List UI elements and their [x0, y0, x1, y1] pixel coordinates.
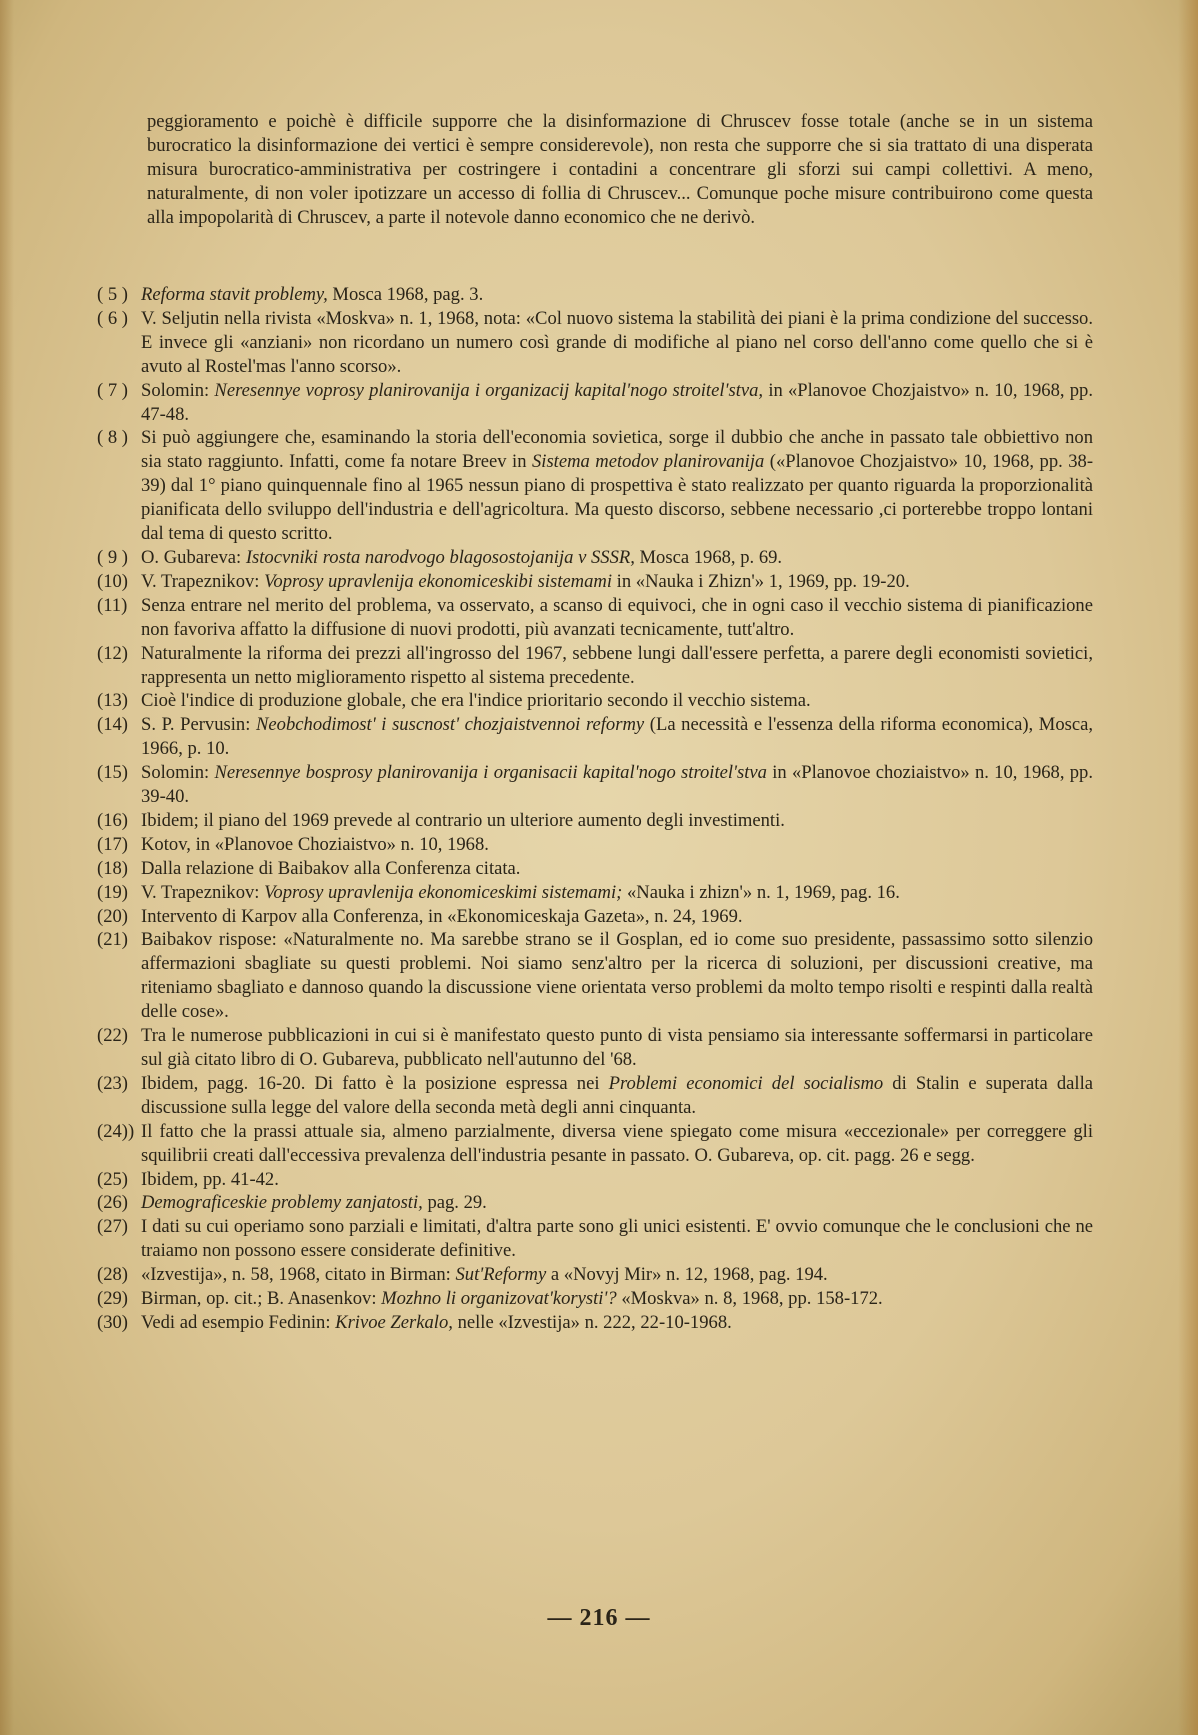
- footnote-text-segment: in «Nauka i Zhizn'» 1, 1969, pp. 19-20.: [612, 570, 910, 592]
- intro-paragraph: [147, 110, 1093, 230]
- footnote-text-segment: Ibidem, pp. 41-42.: [141, 1168, 279, 1190]
- footnote-text-segment: in «Planovoe choziaistvo» n. 10, 1968, pp. 39-40.: [141, 762, 1093, 808]
- footnote: [97, 857, 1093, 881]
- footnote-text: [141, 379, 1093, 427]
- footnote-number: (18): [97, 857, 128, 879]
- footnote-text-segment: Solomin:: [141, 379, 215, 401]
- footnote-text: [141, 570, 1093, 594]
- footnote-text-segment: Intervento di Karpov alla Conferenza, in «Ekonomiceskaja Gazeta», n. 24, 1969.: [141, 905, 743, 927]
- footnote-text-segment: V. Trapeznikov:: [141, 570, 265, 592]
- footnote-text-segment: Mosca 1968, p. 69.: [634, 546, 783, 568]
- footnote-text: [141, 1191, 1093, 1215]
- footnote: [97, 1263, 1093, 1287]
- footnote-text: [141, 642, 1093, 690]
- footnote-text-segment: Baibakov rispose: «Naturalmente no. Ma sarebbe strano se il Gosplan, ed io come suo presidente, passassimo sotto silenzio affermazioni sbagliate su questi problemi. Noi siamo senz'altro per la ricerca di soluzioni, per discussioni creative, ma riteniamo sbagliato e dannoso quando la discussione viene orientata verso problemi da molto tempo risolti e respinti dalla realtà delle cose».: [141, 929, 1093, 1023]
- footnote: [97, 1168, 1093, 1192]
- footnote-text-segment: di Stalin e superata dalla discussione sulla legge del valore della seconda metà degli anni cinquanta.: [141, 1072, 1093, 1118]
- footnote: [97, 833, 1093, 857]
- footnote-title-italic: Demograficeskie problemy zanjatosti,: [141, 1192, 423, 1214]
- footnote-number: ( 6 ): [97, 307, 128, 329]
- footnote-number: (14): [97, 714, 128, 736]
- footnote-text: [141, 928, 1093, 1024]
- footnote-number: (30): [97, 1311, 128, 1333]
- footnote-title-italic: Sistema metodov planirovanija: [531, 451, 765, 473]
- footnote-number: (15): [97, 762, 128, 784]
- footnote: [97, 570, 1093, 594]
- footnote-text-segment: Cioè l'indice di produzione globale, che era l'indice prioritario secondo il vecchio sistema.: [141, 690, 811, 712]
- footnote-text-segment: «Moskva» n. 8, 1968, pp. 158-172.: [616, 1288, 883, 1310]
- footnote-number: (20): [97, 905, 128, 927]
- footnote-number: (24)): [97, 1120, 135, 1142]
- footnote-title-italic: Voprosy upravlenija ekonomiceskimi sistemami;: [264, 881, 623, 903]
- footnote-text-segment: pag. 29.: [422, 1192, 487, 1214]
- footnote-text-segment: V. Seljutin nella rivista «Moskva» n. 1, 1968, nota: «Col nuovo sistema la stabilità dei piani è la prima condizione del successo. E invece gli «anziani» non ricordano un numero così grande di modifiche al piano nel corso dell'anno come quello che si è avuto al Rostel'mas l'anno scorso».: [141, 307, 1093, 377]
- footnote-text: [141, 1263, 1093, 1287]
- footnote-text: [141, 1072, 1093, 1120]
- footnote-text: [141, 307, 1093, 379]
- footnote-text-segment: nelle «Izvestija» n. 222, 22-10-1968.: [452, 1311, 732, 1333]
- footnote-text-segment: S. P. Pervusin:: [141, 714, 257, 736]
- footnote-title-italic: Reforma stavit problemy,: [141, 284, 328, 305]
- footnote: [97, 1191, 1093, 1215]
- footnote: [97, 1287, 1093, 1311]
- footnote-text-segment: «Izvestija», n. 58, 1968, citato in Birman:: [141, 1264, 456, 1286]
- footnote: [97, 379, 1093, 427]
- footnote-text: [141, 1024, 1093, 1072]
- footnote-number: (11): [97, 594, 128, 616]
- footnote: [97, 426, 1093, 546]
- footnote-number: (28): [97, 1264, 128, 1286]
- footnote-text-segment: Tra le numerose pubblicazioni in cui si è manifestato questo punto di vista pensiamo sia interessante soffermarsi in particolare sul già citato libro di O. Gubareva, pubblicato nell'autunno del '68.: [141, 1025, 1093, 1070]
- footnote-text-segment: in «Planovoe Chozjaistvo» n. 10, 1968, pp. 47-48.: [141, 379, 1094, 425]
- footnote-text: [141, 1311, 1093, 1335]
- footnote-title-italic: Problemi economici del socialismo: [608, 1072, 884, 1094]
- footnote-number: (27): [97, 1216, 128, 1238]
- footnote-number: (25): [97, 1168, 128, 1190]
- footnote-number: (22): [97, 1025, 128, 1047]
- footnote-text: [141, 761, 1093, 809]
- footnote-text: [141, 833, 1093, 857]
- footnote-title-italic: Neresennye bosprosy planirovanija i organisacii kapital'nogo stroitel'stva: [214, 762, 767, 784]
- footnote: [97, 689, 1093, 713]
- footnote-title-italic: Istocvniki rosta narodvogo blagosostojanija v SSSR,: [245, 546, 635, 568]
- footnote-text: [141, 881, 1093, 905]
- footnote-text-segment: Dalla relazione di Baibakov alla Conferenza citata.: [141, 857, 521, 879]
- footnote-number: (26): [97, 1192, 128, 1214]
- footnote: [97, 283, 1093, 307]
- footnote-number: (23): [97, 1072, 128, 1094]
- footnote-text: [141, 1287, 1093, 1311]
- footnote-number: ( 5 ): [97, 284, 128, 305]
- footnote: [97, 546, 1093, 570]
- footnote-title-italic: Krivoe Zerkalo,: [335, 1311, 453, 1333]
- footnote-text-segment: Ibidem; il piano del 1969 prevede al contrario un ulteriore aumento degli investimenti.: [141, 809, 785, 831]
- footnote-number: ( 9 ): [97, 546, 128, 568]
- footnote-number: (16): [97, 809, 128, 831]
- footnote-number: (13): [97, 690, 128, 712]
- footnote-text: [141, 594, 1093, 642]
- footnote: [97, 905, 1093, 929]
- footnote: [97, 1120, 1093, 1168]
- footnote-text-segment: Il fatto che la prassi attuale sia, almeno parzialmente, diversa viene spiegato come misura «eccezionale» per correggere gli squilibrii creati dall'eccessiva prevalenza dell'industria pesante in passato. O. Gubareva, op. cit. pagg. 26 e segg.: [141, 1120, 1093, 1166]
- footnote-text: [141, 713, 1093, 761]
- footnote-text-segment: Solomin:: [141, 762, 215, 784]
- footnote-text: [141, 1215, 1093, 1263]
- footnote-number: (21): [97, 929, 128, 951]
- footnote-text: [141, 1120, 1093, 1168]
- footnote-number: ( 8 ): [97, 427, 128, 449]
- footnote-text-segment: Senza entrare nel merito del problema, va osservato, a scanso di equivoci, che in ogni caso il vecchio sistema di pianificazione non favoriva affatto la diffusione di nuovi prodotti, più avanzati tecnicamente, tutt'altro.: [141, 594, 1093, 640]
- footnote-number: (29): [97, 1288, 128, 1310]
- footnote-text-segment: («Planovoe Chozjaistvo» 10, 1968, pp. 38-39) dal 1° piano quinquennale fino al 1965 nessun piano di prospettiva è stato realizzato per quanto riguarda la proporzionalità pianificata dello sviluppo dell'industria e dell'agricoltura. Ma questo discorso, sebbene necessario ,ci porterebbe troppo lontani dal tema di questo scritto.: [141, 451, 1094, 545]
- footnote: [97, 1311, 1093, 1335]
- footnote-text: [141, 283, 1093, 307]
- footnote-text: [141, 809, 1093, 833]
- footnote: [97, 881, 1093, 905]
- footnote-text-segment: O. Gubareva:: [141, 546, 246, 568]
- footnote-text: [141, 857, 1093, 881]
- footnote: [97, 1215, 1093, 1263]
- footnote-text-segment: Mosca 1968, pag. 3.: [327, 284, 484, 305]
- footnote: [97, 1072, 1093, 1120]
- intro-text: peggioramento e poichè è difficile supporre che la disinformazione di Chruscev fosse totale (anche se in un sistema burocratico la disinformazione dei vertici è sempre considerevole), non resta che supporre che si sia trattato di una disperata misura burocratico-amministrativa per costringere i contadini a concentrare gli sforzi sui campi collettivi. A meno, naturalmente, di non voler ipotizzare un accesso di follia di Chruscev... Comunque poche misure contribuirono come questa alla impopolarità di Chruscev, a parte il notevole danno economico che ne derivò.: [147, 111, 1093, 228]
- footnote: [97, 928, 1093, 1024]
- footnote-text-segment: Kotov, in «Planovoe Choziaistvo» n. 10, 1968.: [141, 833, 489, 855]
- footnote-text: [141, 426, 1093, 546]
- footnote-text: [141, 689, 1093, 713]
- footnote-number: (17): [97, 833, 128, 855]
- footnote: [97, 307, 1093, 379]
- footnote: [97, 594, 1093, 642]
- footnote: [97, 642, 1093, 690]
- footnote-text: [141, 1168, 1093, 1192]
- footnote-text-segment: Naturalmente la riforma dei prezzi all'ingrosso del 1967, sebbene lungi dall'essere perfetta, a parere degli economisti sovietici, rappresenta un netto miglioramento rispetto al sistema precedente.: [141, 642, 1093, 688]
- footnote-text-segment: Ibidem, pagg. 16-20. Di fatto è la posizione espressa nei: [141, 1072, 609, 1094]
- footnote-number: ( 7 ): [97, 379, 128, 401]
- footnote-text-segment: Vedi ad esempio Fedinin:: [141, 1311, 336, 1333]
- footnote-text: [141, 905, 1093, 929]
- footnote-text-segment: Si può aggiungere che, esaminando la storia dell'economia sovietica, sorge il dubbio che anche in passato tale obbiettivo non sia stato raggiunto. Infatti, come fa notare Breev in: [141, 427, 1093, 473]
- footnote-title-italic: Voprosy upravlenija ekonomiceskibi sistemami: [264, 570, 613, 592]
- footnote-number: (19): [97, 881, 128, 903]
- footnote-title-italic: Neobchodimost' i suscnost' chozjaistvennoi reformy: [256, 714, 645, 736]
- page-number: — 216 —: [547, 1605, 651, 1631]
- footnote-text-segment: I dati su cui operiamo sono parziali e limitati, d'altra parte sono gli unici esistenti. E' ovvio comunque che le conclusioni che ne traiamo non possono essere considerate definitive.: [141, 1216, 1093, 1262]
- footnote: [97, 713, 1093, 761]
- footnote: [97, 761, 1093, 809]
- footnotes-list: [97, 283, 1093, 1335]
- footnote: [97, 1024, 1093, 1072]
- footnote-text-segment: V. Trapeznikov:: [141, 881, 265, 903]
- footnote-text-segment: a «Novyj Mir» n. 12, 1968, pag. 194.: [546, 1264, 828, 1286]
- footnote-title-italic: Mozhno li organizovat'korysti'?: [381, 1288, 617, 1310]
- footnote-title-italic: Sut'Reformy: [455, 1264, 547, 1286]
- footnote-number: (10): [97, 570, 128, 592]
- footnote: [97, 809, 1093, 833]
- footnote-text-segment: «Nauka i zhizn'» n. 1, 1969, pag. 16.: [622, 881, 900, 903]
- footnote-text-segment: Birman, op. cit.; B. Anasenkov:: [141, 1288, 382, 1310]
- footnote-text-segment: (La necessità e l'essenza della riforma economica), Mosca, 1966, p. 10.: [141, 714, 1094, 760]
- footnote-title-italic: Neresennye voprosy planirovanija i organizacij kapital'nogo stroitel'stva,: [214, 379, 764, 401]
- footnote-number: (12): [97, 642, 128, 664]
- footnote-text: [141, 546, 1093, 570]
